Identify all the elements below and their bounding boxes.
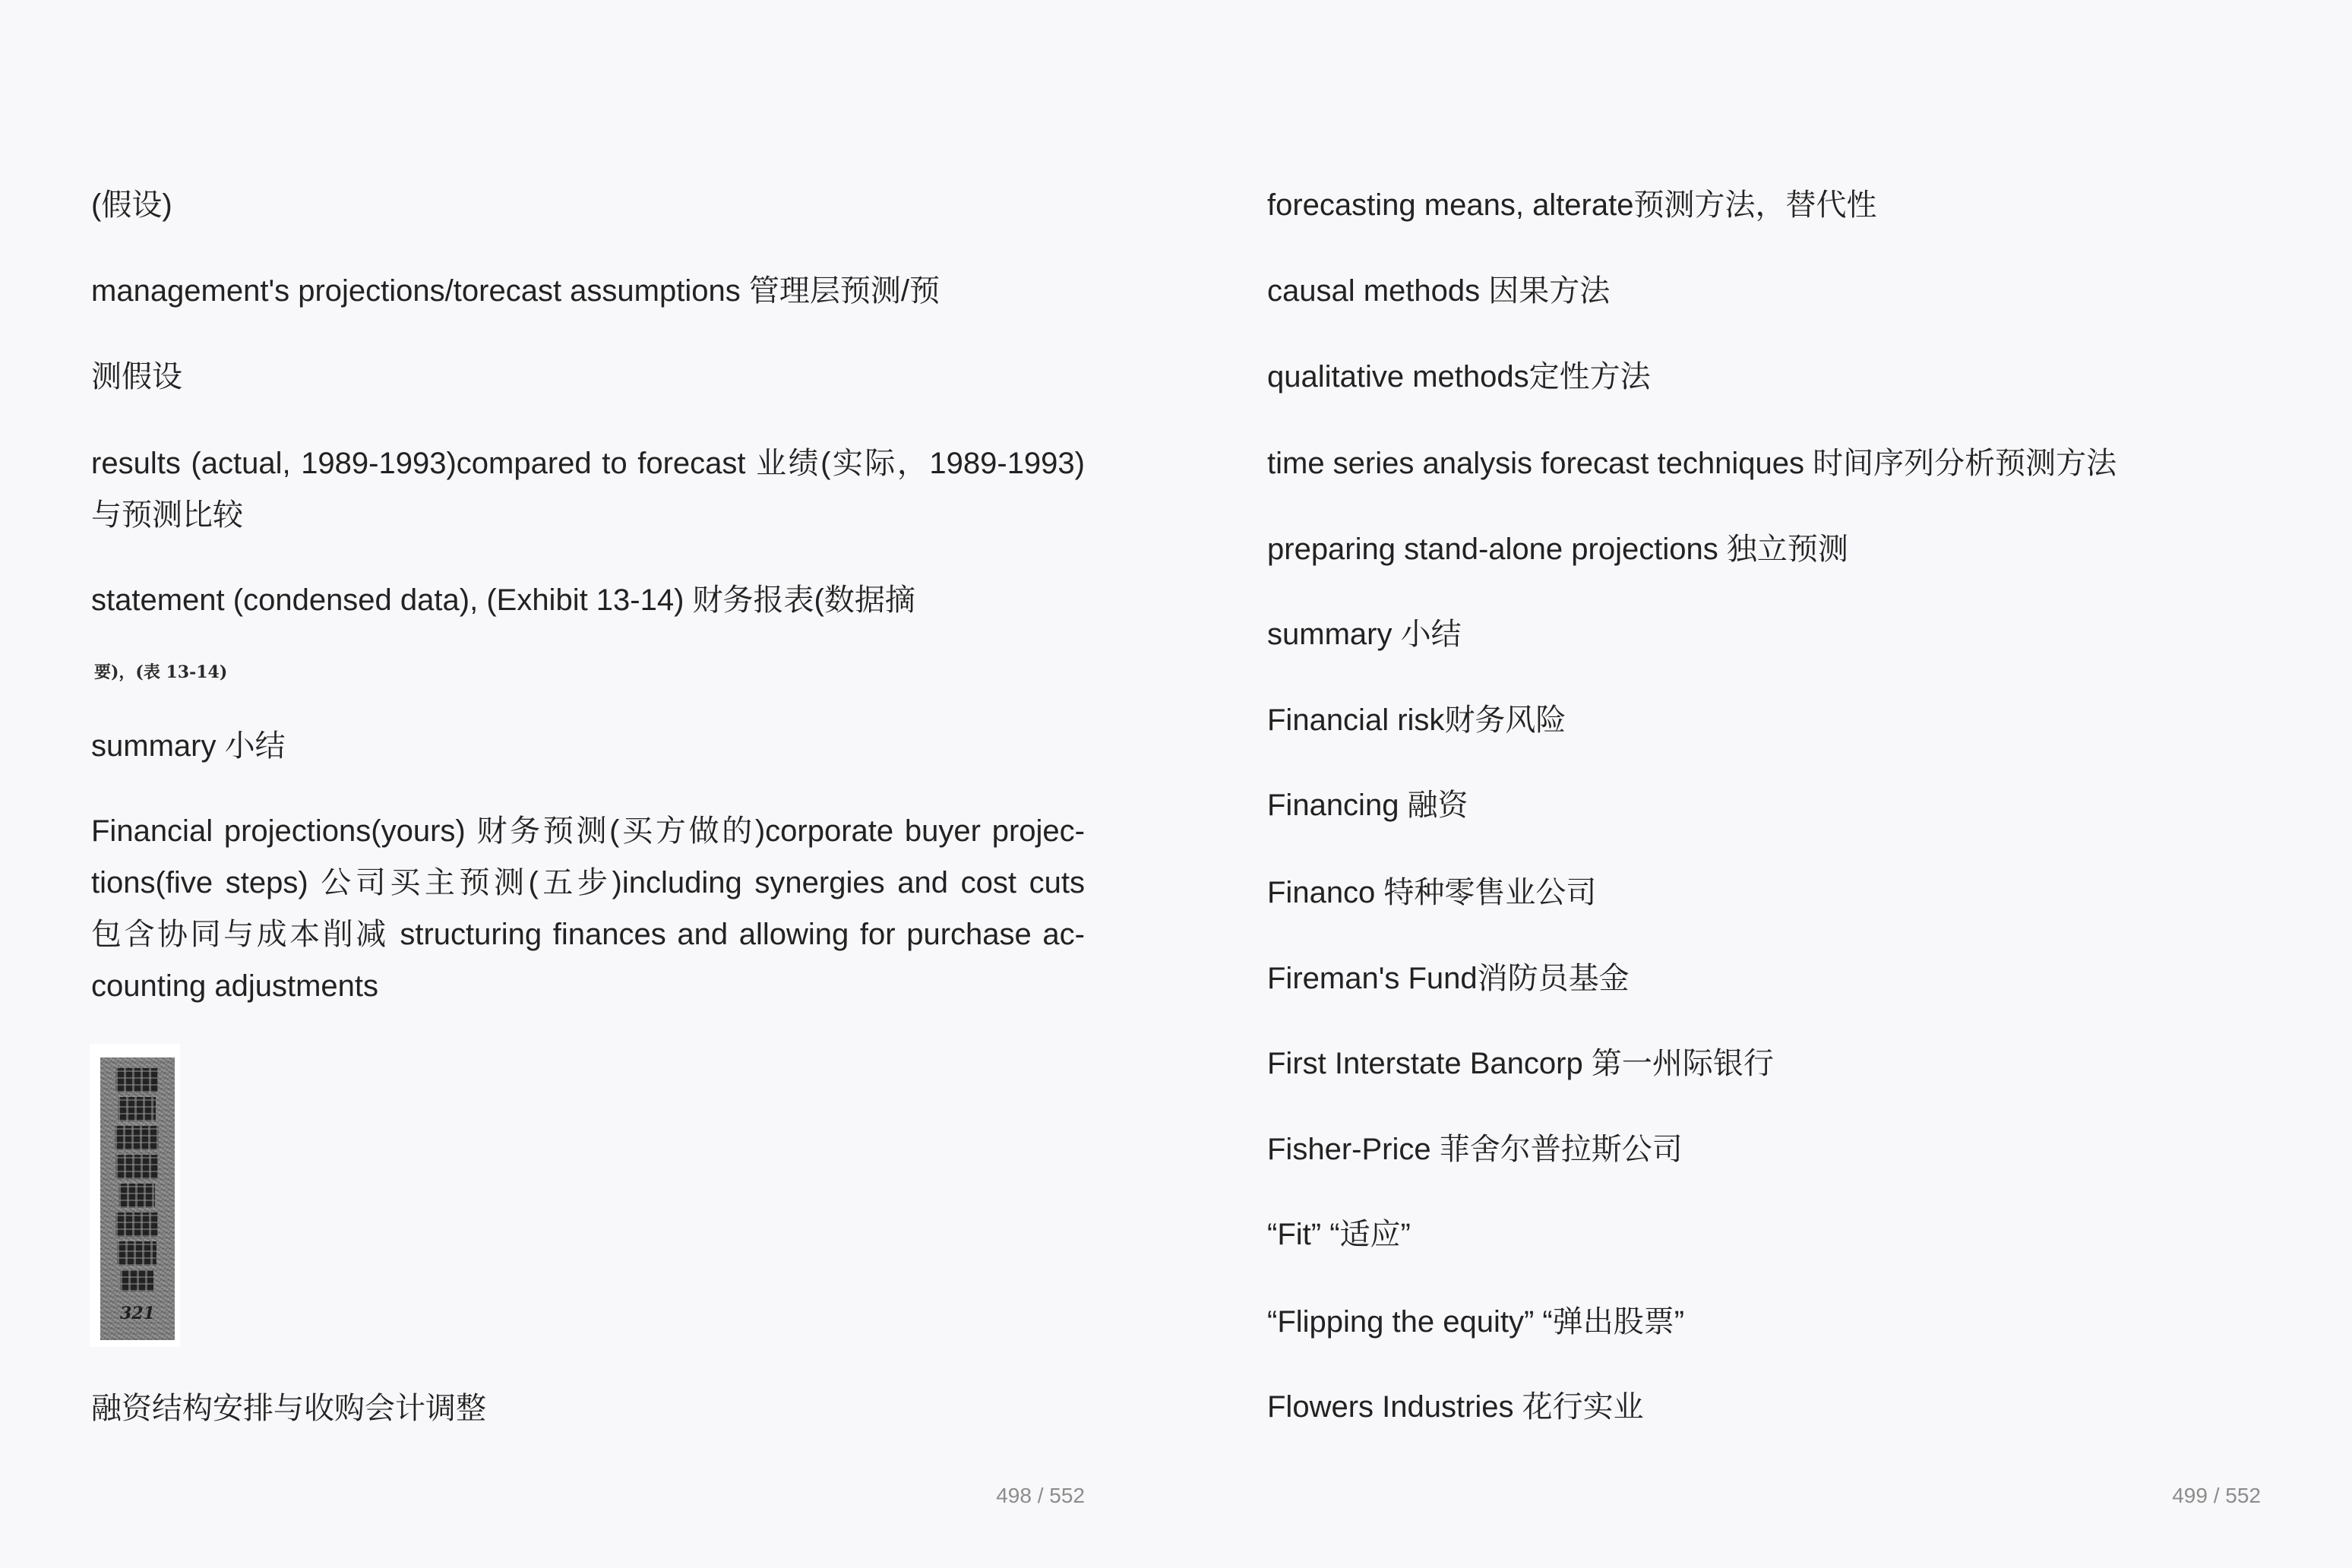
scan-glyph [115,1068,158,1092]
scan-glyph [119,1184,155,1208]
index-entry [91,805,1085,1012]
index-entry [91,1383,1085,1434]
index-entry [91,720,1085,772]
scan-page-label: 321 [120,1304,155,1323]
index-entry-line: counting adjustments [91,969,379,1003]
index-entry: forecasting means, alterate预测方法，替代性 [1267,188,1877,222]
index-entry-line: (假设) [91,188,172,222]
scan-glyph [115,1155,158,1179]
scan-glyph [117,1241,156,1266]
index-entry: Fireman's Fund消防员基金 [1267,962,1630,995]
index-entry: “Flipping the equity” “弹出股票” [1267,1305,1685,1339]
index-entry [91,265,1085,317]
index-entry-line: statement (condensed data), (Exhibit 13-14) 财务报表(数据摘 [91,583,915,617]
index-entry [91,438,1085,541]
scanned-text-fragment: 要)，(表 13-14) [94,662,228,682]
index-entry-line: 包含协同与成本削减 structuring finances and allowing for purchase ac- [91,918,1085,951]
index-entry-line: 测假设 [91,360,182,394]
scan-glyph [115,1126,159,1150]
index-entry: time series analysis forecast techniques 时间序列分析预测方法 [1267,447,2117,480]
index-entry: causal methods 因果方法 [1267,274,1611,308]
left-page[interactable] [91,0,1085,1568]
index-entry [91,179,1085,231]
index-entry-line: 与预测比较 [91,498,243,532]
page-number: 499 / 552 [2172,1484,2261,1507]
index-entry: Financo 特种零售业公司 [1267,876,1597,909]
index-entry-line: Financial projections(yours) 财务预测(买方做的)corporate buyer projec- [91,814,1085,848]
index-entry: Financial risk财务风险 [1267,703,1566,737]
scanned-strip [100,1057,175,1340]
index-entry-line: results (actual, 1989-1993)compared to forecast 业绩(实际，1989-1993) [91,447,1085,480]
scan-glyph [120,1270,153,1291]
index-entry: Flowers Industries 花行实业 [1267,1390,1644,1424]
index-entry: summary 小结 [1267,618,1462,651]
index-entry [91,351,1085,403]
index-entry-line: management's projections/torecast assumptions 管理层预测/预 [91,274,940,308]
index-entry-line: summary 小结 [91,729,286,763]
index-entry: preparing stand-alone projections 独立预测 [1267,533,1848,566]
index-entry-line: 融资结构安排与收购会计调整 [91,1392,486,1425]
scan-glyph [115,1212,158,1237]
index-entry: qualitative methods定性方法 [1267,360,1651,394]
scan-glyph-column [114,1068,160,1296]
index-entry [91,574,1085,626]
scan-glyph [118,1097,156,1121]
index-entry: Financing 融资 [1267,789,1468,822]
index-entry: Fisher-Price 菲舍尔普拉斯公司 [1267,1133,1683,1166]
right-page[interactable] [1267,0,2261,1568]
index-entry: “Fit” “适应” [1267,1218,1411,1251]
page-number: 498 / 552 [996,1484,1085,1507]
index-entry-line: tions(five steps) 公司买主预测(五步)including synergies and cost cuts [91,866,1085,899]
scanned-spine-image [90,1044,180,1347]
index-entry: First Interstate Bancorp 第一州际银行 [1267,1047,1774,1080]
